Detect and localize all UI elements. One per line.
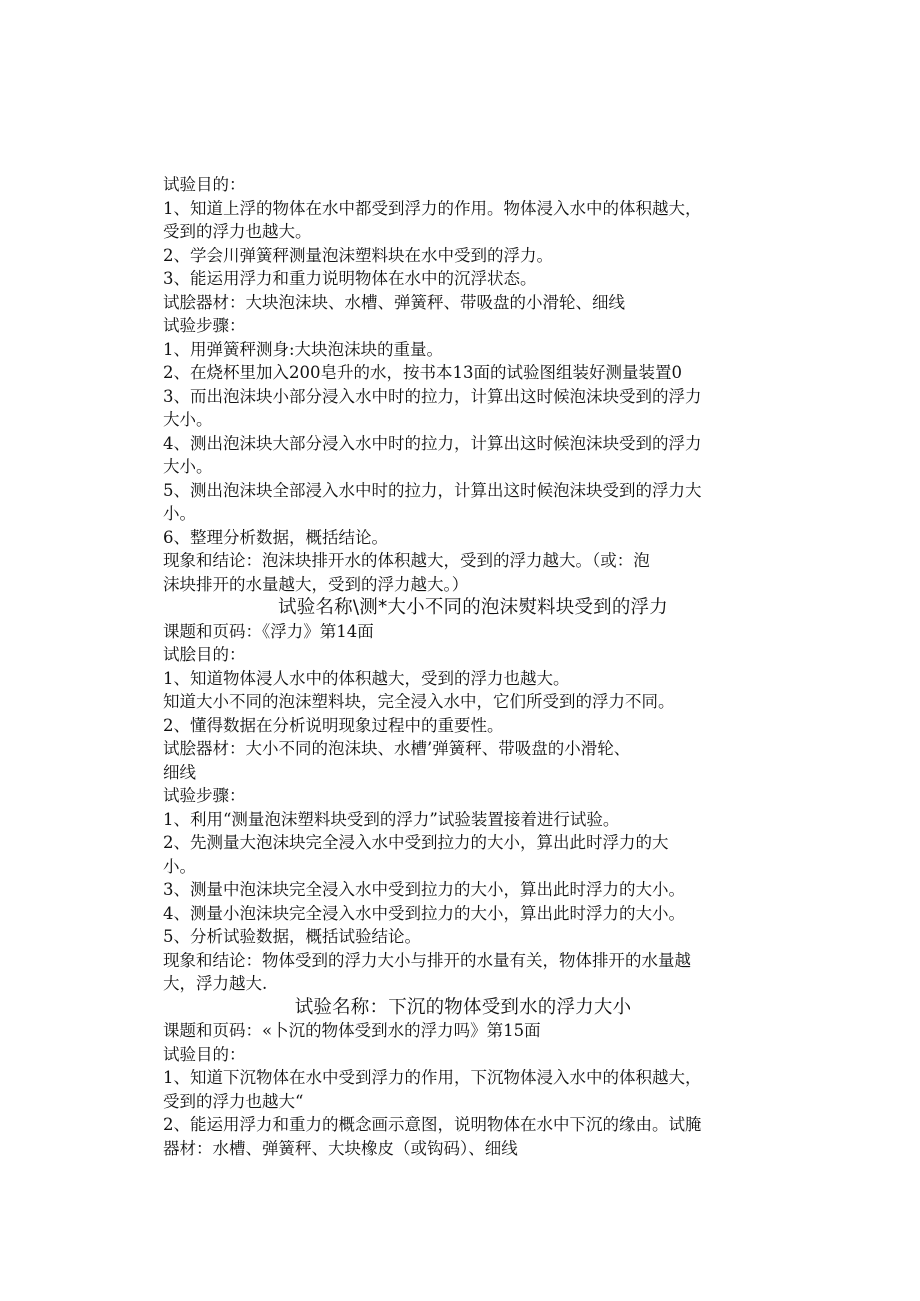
conclusion-line: 现象和结论：物体受到的浮力大小与排开的水量有关，物体排开的水量越 xyxy=(163,950,691,970)
equipment-line: 细线 xyxy=(163,762,196,782)
text-line: 1、知道上浮的物体在水中都受到浮力的作用。物体浸入水中的体积越大， xyxy=(163,198,702,218)
conclusion-line: 沫块排开的水量越大，受到的浮力越大。） xyxy=(163,574,469,594)
text-line: 知道大小不同的泡沫塑料块，完全浸入水中，它们所受到的浮力不同。 xyxy=(163,692,675,711)
text-line: 3、而出泡沫块小部分浸入水中时的拉力，计算出这时候泡沫块受到的浮力 xyxy=(163,386,702,406)
text-line: 1、用弹簧秤测身:大块泡沫块的重量。 xyxy=(163,339,444,359)
text-line: 受到的浮力也越大“ xyxy=(163,1091,304,1111)
equipment-line: 器材：水槽、弹簧秤、大块橡皮（或钩码）、细线 xyxy=(163,1138,518,1158)
text-line: 小。 xyxy=(163,504,196,523)
text-line: 4、测量小泡沫块完全浸入水中受到拉力的大小，算出此时浮力的大小。 xyxy=(163,903,685,923)
document-body xyxy=(163,173,763,1160)
conclusion-line: 大，浮力越大. xyxy=(163,974,268,993)
text-line: 6、整理分析数据，概括结论。 xyxy=(163,527,388,547)
steps-heading: 试验步骤： xyxy=(163,316,246,335)
text-line: 1、知道物体浸人水中的体积越大，受到的浮力也越大。 xyxy=(163,668,570,688)
text-line: 大小。 xyxy=(163,457,213,476)
purpose-heading: 试脍目的： xyxy=(163,645,246,664)
text-line: 2、能运用浮力和重力的概念画示意图，说明物体在水中下沉的缘由。试腌 xyxy=(163,1115,702,1134)
text-line: 1、利用“测量泡沫塑料块受到的浮力”试验装置接着进行试验。 xyxy=(163,809,620,829)
equipment-line: 试脍器材：大小不同的泡沫块、水槽’弹簧秤、带吸盘的小滑轮、 xyxy=(163,739,631,758)
text-line: 课题和页码：«卜沉的物体受到水的浮力吗》第15面 xyxy=(163,1021,541,1040)
text-line: 大小。 xyxy=(163,410,213,429)
text-line: 小。 xyxy=(163,856,196,876)
text-line: 2、懂得数据在分析说明现象过程中的重要性。 xyxy=(163,715,504,735)
conclusion-line: 现象和结论：泡沫块排开水的体积越大，受到的浮力越大。（或：泡 xyxy=(163,551,650,570)
text-line: 2、学会川弹簧秤测量泡沫塑料块在水中受到的浮力。 xyxy=(163,245,553,265)
section-sinking-objects xyxy=(163,996,763,1161)
section-title: 试验名称：下沉的物体受到水的浮力大小 xyxy=(294,996,632,1018)
section-buoyancy-floating xyxy=(163,173,763,596)
text-line: 课题和页码：《浮力》第14面 xyxy=(163,621,374,641)
section-foam-sizes xyxy=(163,596,763,996)
purpose-heading: 试验目的： xyxy=(163,175,246,194)
text-line: 3、能运用浮力和重力说明物体在水中的沉浮状态。 xyxy=(163,269,537,288)
text-line: 3、测量中泡沫块完全浸入水中受到拉力的大小，算出此时浮力的大小。 xyxy=(163,880,685,899)
text-line: 受到的浮力也越大。 xyxy=(163,222,312,241)
text-line: 5、分析试验数据，概括试验结论。 xyxy=(163,927,421,946)
steps-heading: 试验步骤： xyxy=(163,786,246,805)
text-line: 4、测出泡沫块大部分浸入水中时的拉力，计算出这时候泡沫块受到的浮力 xyxy=(163,433,702,453)
purpose-heading: 试验目的： xyxy=(163,1044,246,1064)
text-line: 5、测出泡沫块全部浸入水中时的拉力，计算出这时候泡沫块受到的浮力大 xyxy=(163,480,702,500)
text-line: 1、知道下沉物体在水中受到浮力的作用，下沉物体浸入水中的体积越大， xyxy=(163,1068,702,1087)
equipment-line: 试脍器材：大块泡沫块、水槽、弹簧秤、带吸盘的小滑轮、细线 xyxy=(163,292,625,312)
section-title: 试验名称\测*大小不同的泡沫熨料块受到的浮力 xyxy=(278,597,668,618)
text-line: 2、先测量大泡沫块完全浸入水中受到拉力的大小，算出此时浮力的大 xyxy=(163,833,669,852)
text-line: 2、在烧杯里加入200皂升的水，按书本13面的试验图组装好测量装置0 xyxy=(163,363,682,382)
